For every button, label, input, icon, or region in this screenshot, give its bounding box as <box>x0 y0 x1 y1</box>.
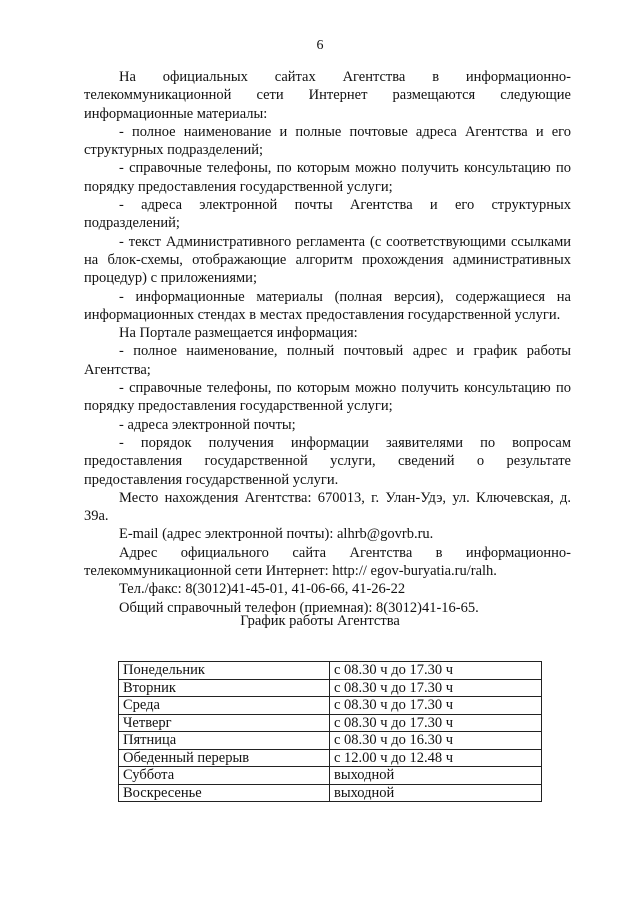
page-number: 6 <box>316 38 324 53</box>
schedule-title: График работы Агентства <box>240 613 400 629</box>
paragraph-item: - информационные материалы (полная версия), содержащиеся на информационных стендах в местах предоставления государственной услуги. <box>84 288 571 323</box>
paragraph-email: E-mail (адрес электронной почты): alhrb@govrb.ru. <box>119 526 434 543</box>
paragraph-website: Адрес официального сайта Агентства в информационно-телекоммуникационной сети Интернет: http:// egov-buryatia.ru/ralh. <box>84 544 571 580</box>
schedule-table <box>118 661 542 802</box>
paragraph-item: - полное наименование, полный почтовый адрес и график работы Агентства; <box>84 343 571 378</box>
schedule-day-cell: Четверг <box>119 714 330 732</box>
schedule-day-cell: Вторник <box>119 679 330 697</box>
schedule-day-cell: Воскресенье <box>119 784 330 802</box>
paragraph-item: - адреса электронной почты; <box>119 416 296 433</box>
paragraph-location: Место нахождения Агентства: 670013, г. Улан-Удэ, ул. Ключевская, д. 39а. <box>84 489 571 525</box>
schedule-hours-cell: выходной <box>330 767 542 785</box>
schedule-hours-cell: с 08.30 ч до 17.30 ч <box>330 714 542 732</box>
schedule-hours-cell: с 08.30 ч до 17.30 ч <box>330 679 542 697</box>
table-row <box>119 784 542 802</box>
schedule-day-cell: Суббота <box>119 767 330 785</box>
schedule-hours-cell: с 12.00 ч до 12.48 ч <box>330 749 542 767</box>
paragraph-item: - справочные телефоны, по которым можно получить консультацию по порядку предоставления государственной услуги; <box>84 380 571 415</box>
paragraph-item: - полное наименование и полные почтовые адреса Агентства и его структурных подразделений; <box>84 123 571 159</box>
table-row <box>119 749 542 767</box>
schedule-hours-cell: с 08.30 ч до 17.30 ч <box>330 662 542 680</box>
paragraph-item: - адреса электронной почты Агентства и его структурных подразделений; <box>84 197 571 232</box>
schedule-day-cell: Обеденный перерыв <box>119 749 330 767</box>
schedule-hours-cell: выходной <box>330 784 542 802</box>
paragraph-intro: На официальных сайтах Агентства в информационно-телекоммуникационной сети Интернет размещаются следующие информационные материалы: <box>84 69 571 122</box>
table-row <box>119 732 542 750</box>
schedule-hours-cell: с 08.30 ч до 17.30 ч <box>330 697 542 715</box>
table-row <box>119 714 542 732</box>
table-row <box>119 767 542 785</box>
paragraph-item: - справочные телефоны, по которым можно получить консультацию по порядку предоставления государственной услуги; <box>84 160 571 195</box>
table-row <box>119 662 542 680</box>
paragraph-reception-phone: Общий справочный телефон (приемная): 8(3012)41-16-65. <box>119 599 479 616</box>
schedule-day-cell: Пятница <box>119 732 330 750</box>
paragraph-item: - текст Административного регламента (с соответствующими ссылками на блок-схемы, отображающие алгоритм прохождения административных процедур) с приложениями; <box>84 233 571 287</box>
table-row <box>119 679 542 697</box>
paragraph-item: - порядок получения информации заявителями по вопросам предоставления государственной услуги, сведений о результате предоставления государственной услуги. <box>84 434 571 488</box>
schedule-day-cell: Понедельник <box>119 662 330 680</box>
paragraph-phone-fax: Тел./факс: 8(3012)41-45-01, 41-06-66, 41-26-22 <box>119 581 406 598</box>
paragraph-portal-intro: На Портале размещается информация: <box>119 325 358 342</box>
table-row <box>119 697 542 715</box>
schedule-day-cell: Среда <box>119 697 330 715</box>
schedule-hours-cell: с 08.30 ч до 16.30 ч <box>330 732 542 750</box>
body-text <box>84 68 571 617</box>
